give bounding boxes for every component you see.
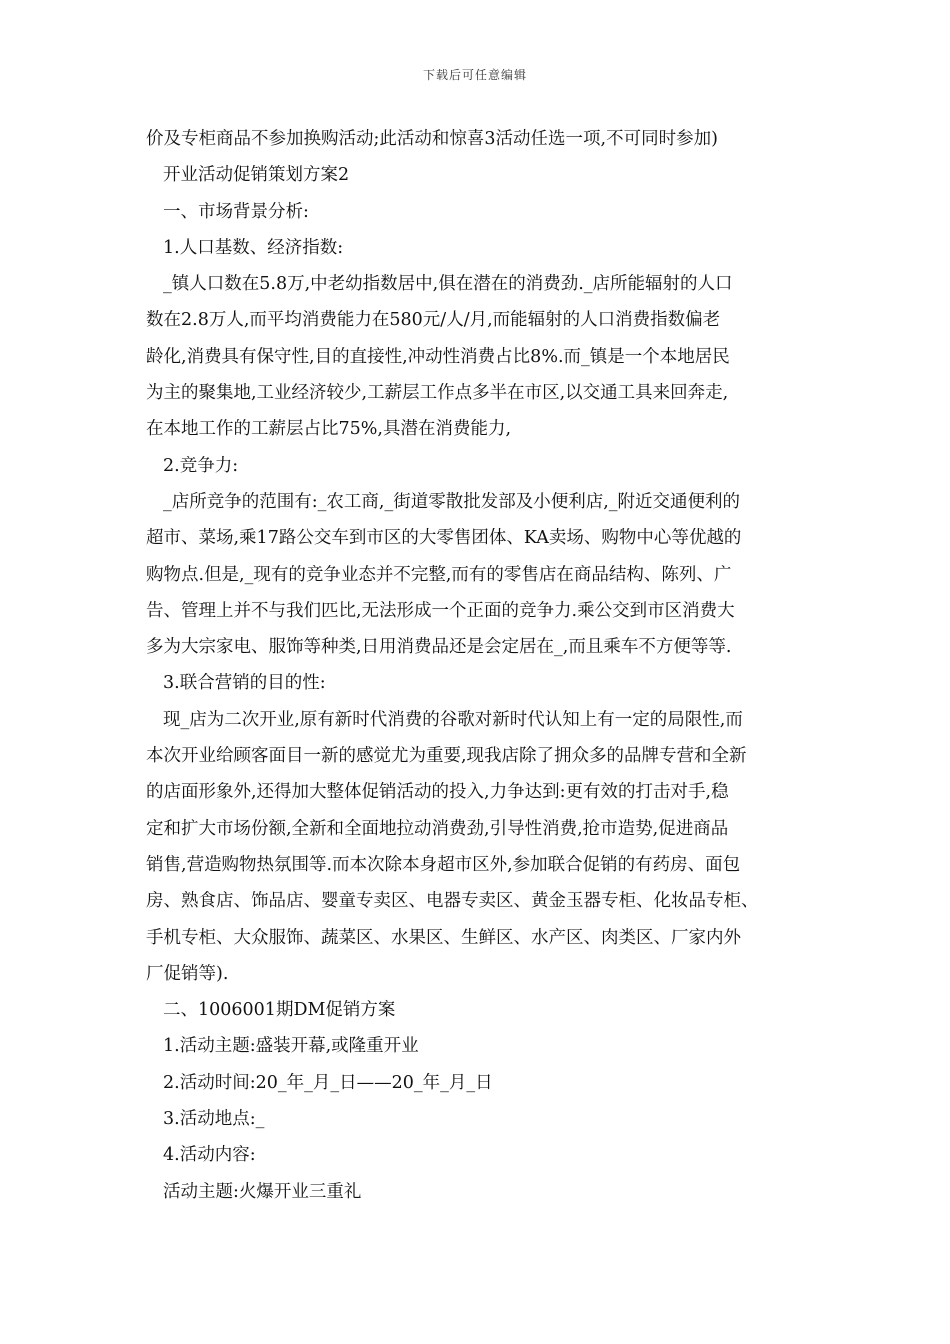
paragraph-line: _店所竞争的范围有:_农工商,_街道零散批发部及小便利店,_附近交通便利的 <box>163 491 741 512</box>
list-item: 3.活动地点:_ <box>163 1109 265 1130</box>
paragraph-line: 定和扩大市场份额,全新和全面地拉动消费劲,引导性消费,抢市造势,促进商品 <box>146 818 729 839</box>
paragraph-line: 的店面形象外,还得加大整体促销活动的投入,力争达到:更有效的打击对手,稳 <box>146 782 729 803</box>
subsection-heading: 2.竞争力: <box>163 455 239 476</box>
paragraph-line: 超市、菜场,乘17路公交车到市区的大零售团体、KA卖场、购物中心等优越的 <box>146 528 742 549</box>
paragraph-line: _镇人口数在5.8万,中老幼指数居中,俱在潜在的消费劲._店所能辐射的人口 <box>163 274 733 295</box>
document-body <box>146 121 826 1210</box>
paragraph-line: 在本地工作的工薪层占比75%,具潜在消费能力, <box>146 419 512 440</box>
paragraph-line: 销售,营造购物热氛围等.而本次除本身超市区外,参加联合促销的有药房、面包 <box>146 854 741 875</box>
paragraph-line: 现_店为二次开业,原有新时代消费的谷歌对新时代认知上有一定的局限性,而 <box>163 709 743 730</box>
paragraph-line: 厂促销等). <box>146 963 229 984</box>
paragraph-line: 房、熟食店、饰品店、婴童专卖区、电器专卖区、黄金玉器专柜、化妆品专柜、 <box>146 891 759 912</box>
section-title: 开业活动促销策划方案2 <box>163 165 350 186</box>
subsection-heading: 3.联合营销的目的性: <box>163 673 326 694</box>
paragraph-line: 为主的聚集地,工业经济较少,工薪层工作点多半在市区,以交通工具来回奔走, <box>146 383 729 404</box>
section-heading: 一、市场背景分析: <box>163 201 309 222</box>
paragraph-line: 本次开业给顾客面目一新的感觉尤为重要,现我店除了拥众多的品牌专营和全新 <box>146 746 747 767</box>
list-item: 活动主题:火爆开业三重礼 <box>163 1181 362 1202</box>
list-item: 2.活动时间:20_年_月_日——20_年_月_日 <box>163 1072 493 1093</box>
page-header-note: 下载后可任意编辑 <box>422 68 527 82</box>
paragraph-line: 告、管理上并不与我们匹比,无法形成一个正面的竞争力.乘公交到市区消费大 <box>146 600 735 621</box>
paragraph-line: 龄化,消费具有保守性,目的直接性,冲动性消费占比8%.而_镇是一个本地居民 <box>146 346 730 367</box>
list-item: 1.活动主题:盛装开幕,或隆重开业 <box>163 1036 419 1057</box>
paragraph-line: 购物点.但是,_现有的竞争业态并不完整,而有的零售店在商品结构、陈列、广 <box>146 564 732 585</box>
paragraph-line: 手机专柜、大众服饰、蔬菜区、水果区、生鲜区、水产区、肉类区、厂家内外 <box>146 927 741 948</box>
paragraph-line: 价及专柜商品不参加换购活动;此活动和惊喜3活动任选一项,不可同时参加) <box>146 129 718 149</box>
paragraph-line: 多为大宗家电、服饰等种类,日用消费品还是会定居在_,而且乘车不方便等等. <box>146 637 732 658</box>
list-item: 4.活动内容: <box>163 1145 256 1166</box>
subsection-heading: 1.人口基数、经济指数: <box>163 237 344 258</box>
paragraph-line: 数在2.8万人,而平均消费能力在580元/人/月,而能辐射的人口消费指数偏老 <box>146 310 721 331</box>
section-heading: 二、1006001期DM促销方案 <box>163 1000 396 1021</box>
